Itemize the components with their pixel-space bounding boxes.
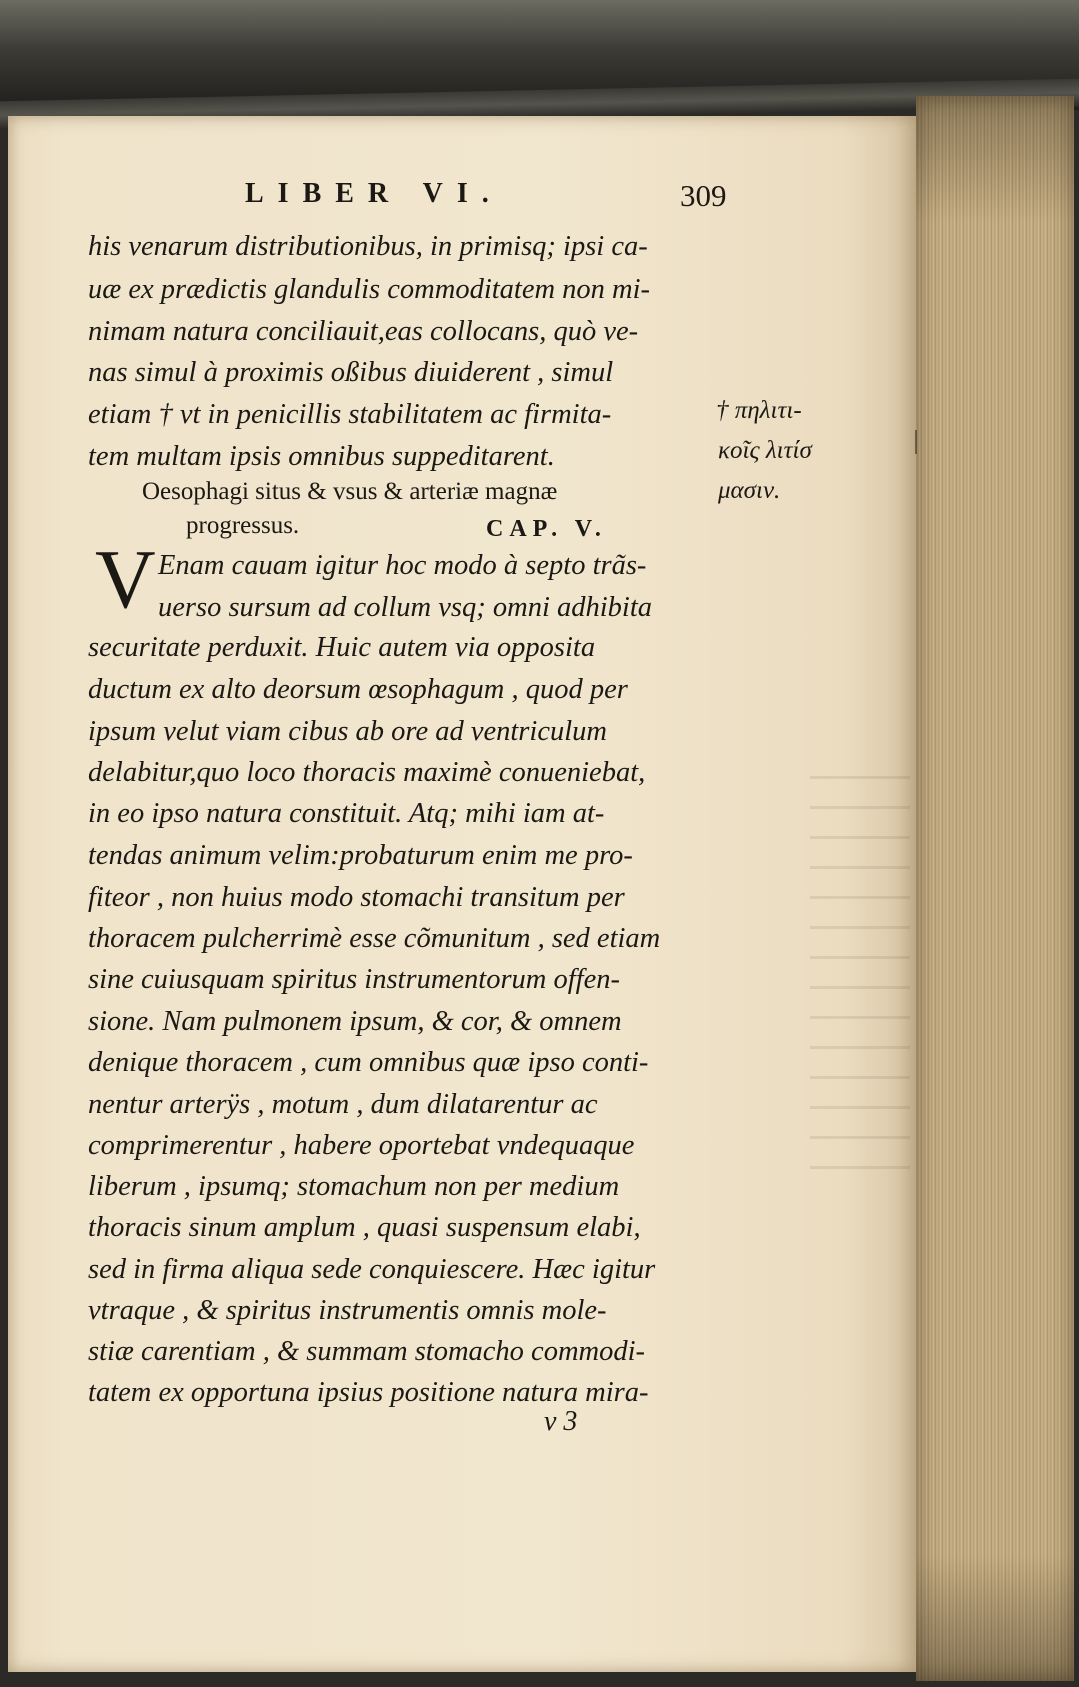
body-line: nas simul à proximis oßibus diuiderent , simul [88, 357, 614, 388]
margin-note: κοῖς λιτίσ [718, 437, 812, 464]
drop-cap: V [95, 533, 156, 626]
body-line: sine cuiusquam spiritus instrumentorum offen- [88, 964, 620, 995]
body-line: uerso sursum ad collum vsq; omni adhibita [158, 592, 652, 623]
body-line: delabitur,quo loco thoracis maximè conueniebat, [88, 757, 646, 788]
body-line: tendas animum velim:probaturum enim me pro- [88, 840, 633, 871]
body-line: nimam natura conciliauit,eas collocans, quò ve- [88, 316, 639, 347]
body-line: uæ ex prædictis glandulis commoditatem non mi- [88, 274, 651, 305]
body-line: ductum ex alto deorsum œsophagum , quod per [88, 674, 628, 705]
chapter-number: CAP. V. [486, 516, 607, 542]
body-line: fiteor , non huius modo stomachi transitum per [88, 882, 625, 913]
edge-mark [915, 430, 917, 454]
body-line: thoracis sinum amplum , quasi suspensum elabi, [88, 1212, 641, 1243]
body-line: Enam cauam igitur hoc modo à septo trãs- [158, 550, 647, 581]
section-heading-cont: progressus. [186, 512, 300, 539]
body-line: his venarum distributionibus, in primisq; ipsi ca- [88, 231, 648, 262]
body-line: comprimerentur , habere oportebat vndequaque [88, 1130, 635, 1161]
body-line: stiæ carentiam , & summam stomacho commodi- [88, 1336, 646, 1367]
body-line: ipsum velut viam cibus ab ore ad ventriculum [88, 716, 607, 747]
body-line: liberum , ipsumq; stomachum non per medium [88, 1171, 620, 1202]
body-line: vtraque , & spiritus instrumentis omnis mole- [88, 1295, 607, 1326]
body-line: sed in firma aliqua sede conquiescere. Hæc igitur [88, 1254, 656, 1285]
body-line: nentur arterÿs , motum , dum dilatarentur ac [88, 1089, 598, 1120]
body-line: in eo ipso natura constituit. Atq; mihi iam at- [88, 798, 605, 829]
margin-note: † πηλιτι- [716, 397, 802, 424]
body-line: tem multam ipsis omnibus suppeditarent. [88, 441, 555, 472]
body-line: etiam † vt in penicillis stabilitatem ac firmita- [88, 399, 612, 430]
body-line: securitate perduxit. Huic autem via opposita [88, 632, 596, 663]
body-line: sione. Nam pulmonem ipsum, & cor, & omnem [88, 1006, 622, 1037]
margin-note: μασιν. [718, 477, 781, 504]
section-heading: Oesophagi situs & vsus & arteriæ magnæ [142, 478, 558, 505]
body-line: thoracem pulcherrimè esse cõmunitum , sed etiam [88, 923, 661, 954]
body-line: denique thoracem , cum omnibus quæ ipso conti- [88, 1047, 649, 1078]
signature-mark: v 3 [544, 1406, 578, 1437]
page-number: 309 [680, 178, 727, 213]
running-title: LIBER VI. [245, 178, 503, 209]
page-edges [916, 96, 1074, 1681]
body-line: tatem ex opportuna ipsius positione natura mira- [88, 1377, 649, 1408]
bleed-through-text [810, 776, 910, 1196]
